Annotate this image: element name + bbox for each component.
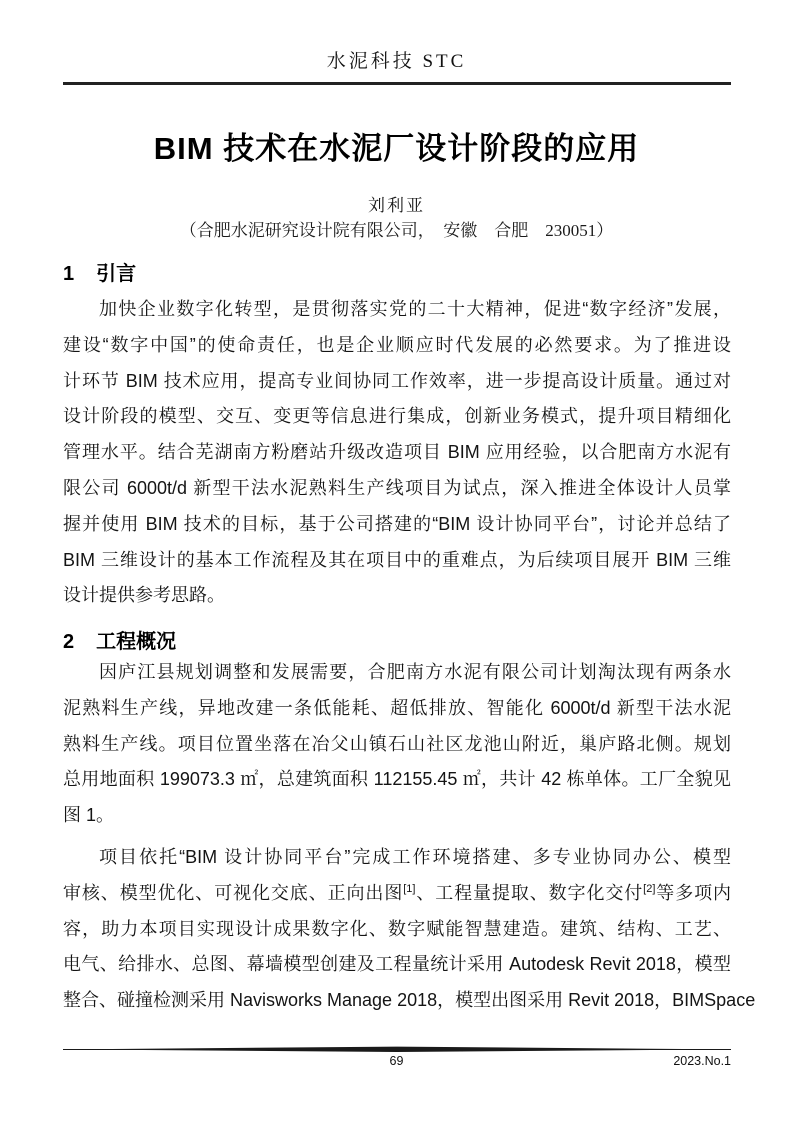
text-line: 熟料生产线。项目位置坐落在冶父山镇石山社区龙池山附近，巢庐路北侧。规划 — [63, 733, 731, 754]
text-line: 泥熟料生产线，异地改建一条低能耗、超低排放、智能化 6000t/d 新型干法水泥 — [63, 697, 731, 718]
text-line: 计环节 BIM 技术应用，提高专业间协同工作效率，进一步提高设计质量。通过对 — [63, 370, 731, 391]
header-rule — [63, 82, 731, 85]
footer-rule — [63, 1046, 731, 1053]
journal-running-head: 水泥科技 STC — [326, 51, 467, 72]
text-line: 因庐江县规划调整和发展需要，合肥南方水泥有限公司计划淘汰现有两条水 — [99, 662, 731, 682]
text-line: 加快企业数字化转型，是贯彻落实党的二十大精神，促进“数字经济”发展， — [99, 299, 731, 319]
text-line: 电气、给排水、总图、幕墙模型创建及工程量统计采用 Autodesk Revit 2018，模型 — [63, 954, 731, 975]
text-line: 设计提供参考思路。 — [63, 585, 225, 606]
article-affiliation: （合肥水泥研究设计院有限公司， 安徽 合肥 230051） — [179, 221, 614, 240]
issue-label: 2023.No.1 — [673, 1054, 731, 1068]
paragraph-project-overview — [63, 655, 731, 834]
text-line: 整合、碰撞检测采用 Navisworks Manage 2018，模型出图采用 Revit 2018，BIMSpace — [63, 990, 756, 1011]
section-number: 1 — [63, 263, 75, 285]
article-author: 刘利亚 — [368, 196, 425, 215]
text-line: 握并使用 BIM 技术的目标，基于公司搭建的“BIM 设计协同平台”，讨论并总结了 — [63, 513, 731, 534]
section-number: 2 — [63, 631, 75, 653]
text-line: 建设“数字中国”的使命责任，也是企业顺应时代发展的必然要求。为了推进设 — [63, 334, 731, 355]
text-line: 管理水平。结合芜湖南方粉磨站升级改造项目 BIM 应用经验，以合肥南方水泥有 — [63, 442, 731, 463]
article-title: BIM 技术在水泥厂设计阶段的应用 — [153, 131, 640, 166]
paragraph-introduction — [63, 292, 731, 614]
text-line: 容，助力本项目实现设计成果数字化、数字赋能智慧建造。建筑、结构、工艺、 — [63, 918, 731, 939]
section-heading-2 — [63, 625, 731, 654]
text-line: 总用地面积 199073.3 ㎡，总建筑面积 112155.45 ㎡，共计 42 栋单体。工厂全貌见 — [63, 769, 731, 790]
paragraph-bim-platform — [63, 840, 756, 1019]
text-line: 图 1。 — [63, 805, 115, 826]
text-line: BIM 三维设计的基本工作流程及其在项目中的重难点，为后续项目展开 BIM 三维 — [63, 549, 731, 570]
section-heading-1 — [63, 257, 731, 286]
page-number: 69 — [389, 1054, 404, 1068]
section-title: 引言 — [96, 263, 137, 285]
citation-marker: [2] — [643, 882, 656, 895]
section-title: 工程概况 — [96, 631, 177, 653]
text-line: 项目依托“BIM 设计协同平台”完成工作环境搭建、多专业协同办公、模型 — [99, 847, 731, 867]
footer-rule-lens — [63, 1047, 731, 1052]
citation-marker: [1] — [403, 882, 416, 895]
text-line: 审核、模型优化、可视化交底、正向出图[1]、工程量提取、数字化交付[2]等多项内 — [63, 882, 732, 903]
text-line: 限公司 6000t/d 新型干法水泥熟料生产线项目为试点，深入推进全体设计人员掌 — [63, 477, 731, 498]
text-line: 设计阶段的模型、交互、变更等信息进行集成，创新业务模式，提升项目精细化 — [63, 406, 731, 427]
